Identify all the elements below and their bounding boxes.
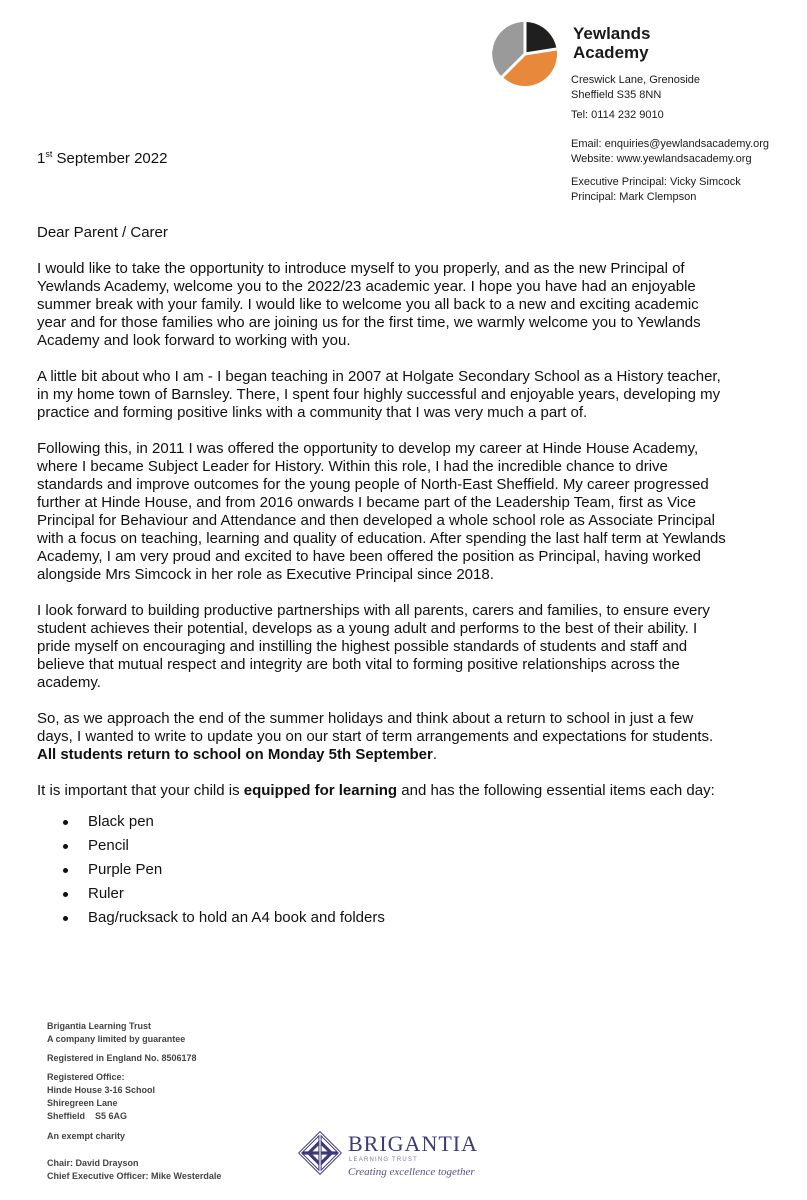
letter-body [37, 224, 727, 930]
trust-name: Brigantia Learning Trust [47, 1021, 152, 1031]
letter-date [37, 150, 167, 167]
list-item: Ruler [37, 882, 727, 906]
return-text: So, as we approach the end of the summer holidays and think about a return to school in just a few days, I wanted to write to update you on our start of term arrangements and expectations for students. [37, 710, 714, 745]
date-day: 1 [37, 150, 46, 167]
footer-charity [47, 1130, 125, 1143]
equip-text-2: and has the following essential items each day: [397, 782, 715, 799]
footer-registered [47, 1052, 197, 1065]
equipment-list [37, 810, 727, 930]
date-suffix: st [45, 149, 53, 159]
list-item: Black pen [37, 810, 727, 834]
paragraph-about: A little bit about who I am - I began teaching in 2007 at Holgate Secondary School as a History teacher, in my home town of Barnsley. There, I spent four highly successful and enjoyable years, developing my practice and forming positive links with a community that I was very much a part of. [37, 368, 721, 421]
school-name-line1: Yewlands [573, 24, 651, 43]
paragraph-equipment [37, 782, 727, 800]
paragraph-return [37, 710, 727, 764]
ceo: Chief Executive Officer: Mike Westerdale [47, 1171, 222, 1181]
company-type: A company limited by guarantee [47, 1034, 186, 1044]
return-end: . [432, 746, 438, 763]
paragraph-career: Following this, in 2011 I was offered the opportunity to develop my career at Hinde House Academy, where I became Subject Leader for History. Within this role, I had the incredible chance to drive standards and improve outcomes for the young people of North-East Sheffield. My career progressed further at Hinde House, and from 2016 onwards I became part of the Leadership Team, first as Vice Principal for Behaviour and Attendance and then developed a whole school role as Associate Principal with a focus on teaching, learning and quality of education. After spending the last half term at Yewlands Academy, I am very proud and excited to have been offered the position as Principal, having worked alongside Mrs Simcock in her role as Executive Principal since 2018. [37, 440, 726, 583]
address-line2: Sheffield S35 8NN [571, 89, 662, 101]
paragraph-intro: I would like to take the opportunity to introduce myself to you properly, and as the new Principal of Yewlands Academy, welcome you to the 2022/23 academic year. I hope you have had an enjoyable summer break with your family. I would like to welcome you all back to a new and exciting academic year and for those families who are joining us for the first time, we warmly welcome you to Yewlands Academy and look forward to working with you. [37, 260, 701, 349]
footer-officers [47, 1157, 221, 1183]
list-item: Bag/rucksack to hold an A4 book and folders [37, 906, 727, 930]
brigantia-subtitle: LEARNING TRUST [349, 1157, 419, 1163]
charity-status: An exempt charity [47, 1131, 126, 1141]
address-line1: Creswick Lane, Grenoside [571, 74, 701, 86]
paragraph-partnerships: I look forward to building productive partnerships with all parents, carers and families, to ensure every student achieves their potential, develops as a young adult and performs to the best of their ability. I pride myself on encouraging and instilling the highest possible standards of students and staff and believe that mutual respect and integrity are both vital to forming positive relationships across the academy. [37, 602, 710, 691]
executive-principal: Executive Principal: Vicky Simcock [571, 176, 741, 188]
chair: Chair: David Drayson [47, 1158, 139, 1168]
brigantia-knot-icon [298, 1131, 342, 1175]
brigantia-tagline: Creating excellence together [348, 1166, 475, 1178]
office-line3: Sheffield S5 6AG [47, 1111, 128, 1121]
school-name-line2: Academy [573, 43, 649, 62]
yewlands-logo-icon [492, 21, 558, 87]
date-rest: September 2022 [52, 150, 168, 167]
equip-text-1: It is important that your child is [37, 782, 244, 799]
brigantia-name: BRIGANTIA [348, 1131, 478, 1156]
principal: Principal: Mark Clempson [571, 191, 697, 203]
footer-trust [47, 1020, 185, 1046]
telephone-text: Tel: 0114 232 9010 [571, 109, 664, 121]
office-line2: Shiregreen Lane [47, 1098, 118, 1108]
school-name [573, 24, 650, 62]
email-text: Email: enquiries@yewlandsacademy.org [571, 138, 770, 150]
email-website [571, 137, 769, 167]
list-item: Pencil [37, 834, 727, 858]
registration-number: Registered in England No. 8506178 [47, 1053, 197, 1063]
salutation: Dear Parent / Carer [37, 224, 168, 241]
telephone [571, 108, 664, 123]
equip-bold: equipped for learning [243, 782, 398, 799]
school-address [571, 73, 700, 103]
office-label: Registered Office: [47, 1072, 125, 1082]
list-item: Purple Pen [37, 858, 727, 882]
return-date-bold: All students return to school on Monday 5th September [37, 746, 433, 763]
office-line1: Hinde House 3-16 School [47, 1085, 156, 1095]
staff-list [571, 175, 741, 205]
footer-office [47, 1071, 155, 1123]
website-text: Website: www.yewlandsacademy.org [571, 153, 752, 165]
